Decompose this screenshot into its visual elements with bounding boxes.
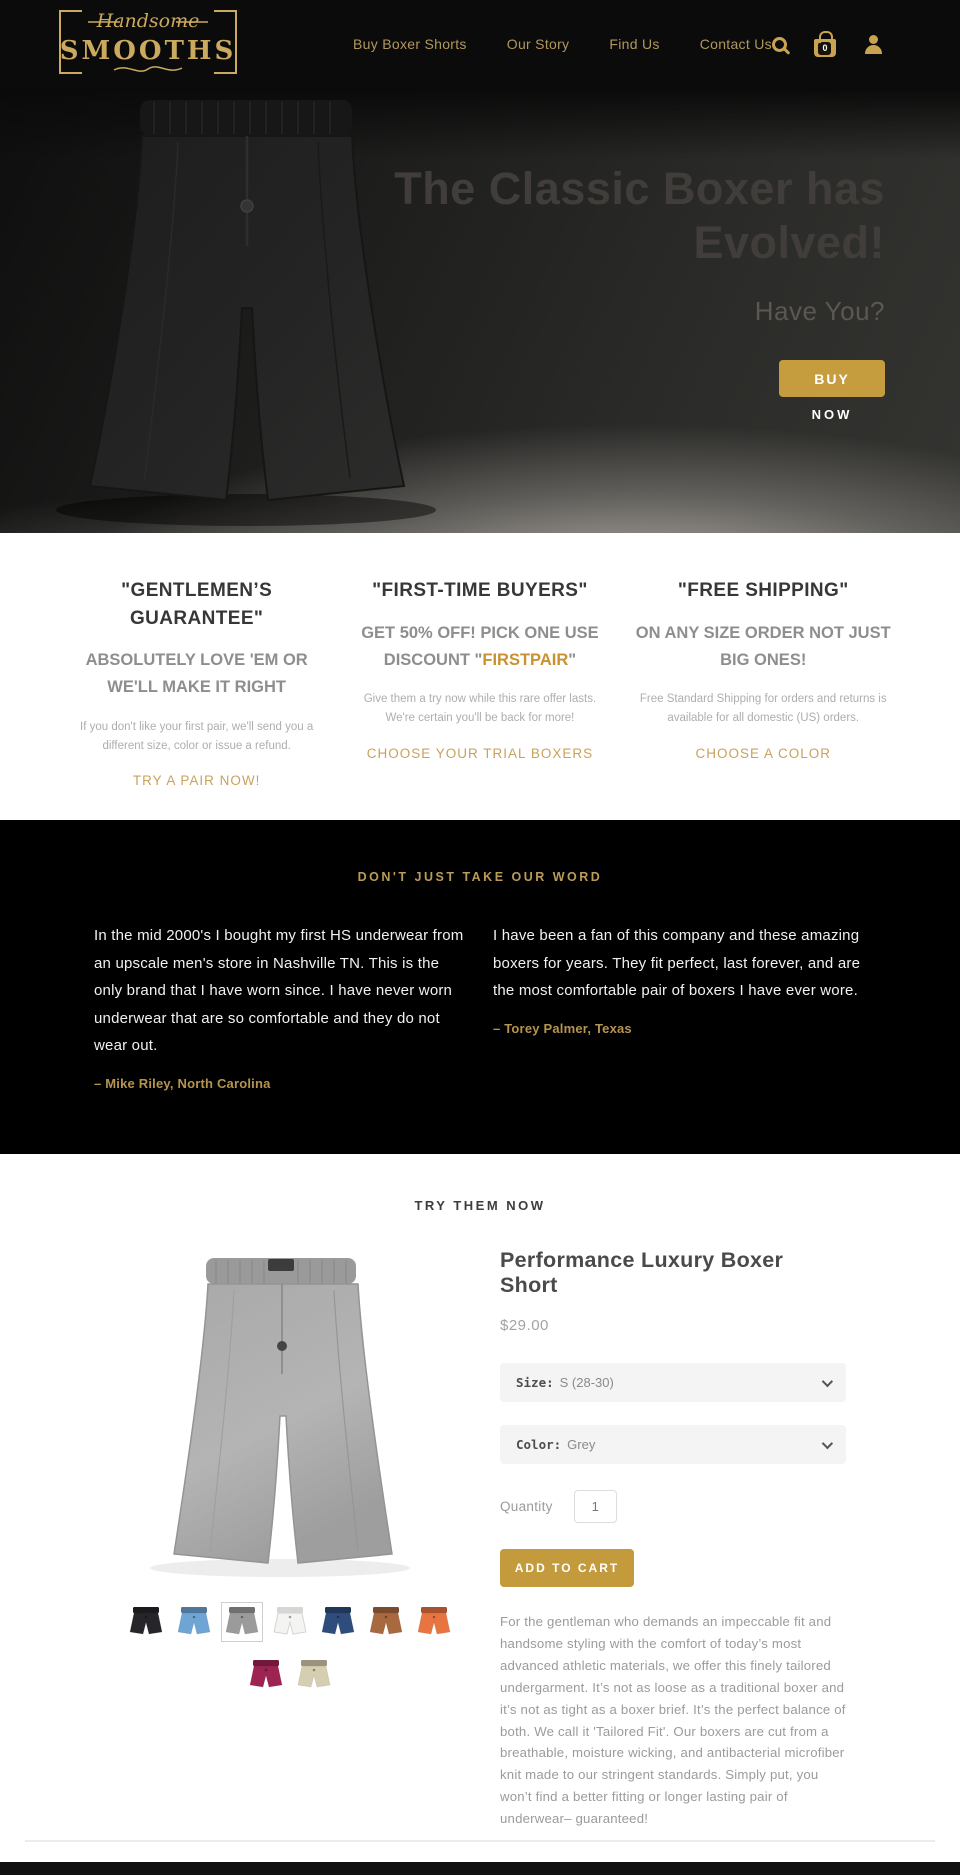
color-swatch[interactable]: [317, 1602, 359, 1642]
feature-first-time: [338, 577, 621, 820]
header-icons: [772, 31, 883, 57]
color-swatch[interactable]: [221, 1602, 263, 1642]
product-description: For the gentleman who demands an impeccable fit and handsome styling with the comfort of today’s most advanced athletic materials, we offer this finely tailored undergarment. It’s not as loose as a traditional boxer and it’s not as tight as a boxer brief. It’s the perfect balance of both. We call it 'Tailored Fit'. Our boxers are cut from a breathable, moisture wicking, and antibacterial microfiber knit made to our stringent standards. Simply put, you won’t find a better fitting or longer lasting pair of underwear– guaranteed!: [500, 1614, 846, 1827]
discount-code: FIRSTPAIR: [482, 650, 569, 669]
feature-subheading: [352, 620, 607, 674]
account-icon[interactable]: [863, 35, 883, 54]
features-section: [0, 533, 960, 820]
cart-icon[interactable]: [814, 39, 836, 57]
product-info: [500, 1248, 846, 1830]
testimonial-author: – Mike Riley, North Carolina: [94, 1075, 271, 1091]
choose-trial-boxers-link[interactable]: CHOOSE YOUR TRIAL BOXERS: [366, 745, 594, 761]
nav-find-us[interactable]: Find Us: [609, 36, 660, 52]
discount-text-end: ": [568, 650, 577, 669]
nav-contact-us[interactable]: Contact Us: [699, 36, 772, 52]
color-swatch[interactable]: [125, 1602, 167, 1642]
footer-strip: [0, 1862, 960, 1875]
logo-flourish: [114, 66, 182, 70]
product-section-title: TRY THEM NOW: [414, 1198, 546, 1213]
product-section: [0, 1154, 960, 1840]
cart-count-badge: 0: [818, 42, 831, 55]
quantity-row: [500, 1490, 846, 1523]
hero-content: [365, 162, 885, 422]
try-a-pair-link[interactable]: TRY A PAIR NOW!: [132, 773, 261, 789]
brand-logo-art: [48, 5, 248, 79]
header: [0, 0, 960, 88]
brand-script-text: Handsome: [96, 9, 200, 32]
color-label: Color:: [516, 1437, 562, 1452]
color-swatch[interactable]: [293, 1655, 335, 1695]
feature-body: Free Standard Shipping for orders and returns is available for all domestic (US) orders.: [639, 692, 887, 724]
feature-body: Give them a try now while this rare offer lasts. We're certain you'll be back for more!: [363, 692, 597, 724]
search-icon[interactable]: [772, 37, 787, 52]
size-select[interactable]: [500, 1363, 846, 1402]
color-swatch[interactable]: [269, 1602, 311, 1642]
feature-body: If you don't like your first pair, we'll send you a different size, color or issue a refund.: [80, 720, 314, 752]
color-swatch[interactable]: [245, 1655, 287, 1695]
nav-our-story[interactable]: Our Story: [506, 36, 570, 52]
buy-now-cta[interactable]: [779, 360, 885, 422]
footer-gap: [0, 1842, 960, 1862]
testimonial-quote: I have been a fan of this company and these amazing boxers for years. They fit perfect, last forever, and are the most comfortable pair of boxers I have ever wore.: [493, 927, 861, 1000]
chevron-down-icon: [822, 1375, 833, 1386]
add-to-cart-button[interactable]: ADD TO CART: [500, 1549, 634, 1587]
buy-now-label[interactable]: NOW: [811, 407, 853, 422]
color-select[interactable]: [500, 1425, 846, 1464]
brand-logo[interactable]: [48, 5, 248, 84]
feature-heading: "FIRST-TIME BUYERS": [372, 580, 588, 601]
buy-button[interactable]: BUY: [779, 360, 885, 397]
feature-heading: "GENTLEMEN’S GUARANTEE": [121, 580, 273, 629]
discount-text: GET 50% OFF! PICK ONE USE DISCOUNT ": [361, 623, 599, 669]
color-swatch[interactable]: [173, 1602, 215, 1642]
quantity-input[interactable]: [574, 1490, 617, 1523]
product-price: $29.00: [500, 1317, 549, 1334]
hero-section: [0, 88, 960, 533]
testimonial-author: – Torey Palmer, Texas: [493, 1020, 632, 1036]
testimonial-quote: In the mid 2000's I bought my first HS underwear from an upscale men's store in Nashville TN. This is the only brand that I have worn since. I have never worn underwear that are so comfortable and they do not wear out.: [94, 927, 464, 1055]
feature-free-shipping: [622, 577, 905, 820]
testimonial-2: [493, 922, 866, 1091]
color-swatches: [122, 1602, 458, 1695]
brand-name-text: SMOOTHS: [59, 35, 237, 66]
color-swatch[interactable]: [413, 1602, 455, 1642]
testimonials-section: [0, 820, 960, 1154]
hero-title: The Classic Boxer has Evolved!: [394, 163, 885, 268]
feature-subheading: ON ANY SIZE ORDER NOT JUST BIG ONES!: [635, 623, 891, 669]
product-title: Performance Luxury Boxer Short: [500, 1248, 784, 1297]
size-value: S (28-30): [559, 1375, 614, 1390]
size-label: Size:: [516, 1375, 554, 1390]
chevron-down-icon: [822, 1437, 833, 1448]
choose-a-color-link[interactable]: CHOOSE A COLOR: [695, 745, 832, 761]
main-nav: [353, 36, 772, 52]
feature-guarantee: [55, 577, 338, 820]
product-photo[interactable]: [130, 1246, 432, 1582]
feature-subheading: ABSOLUTELY LOVE 'EM OR WE'LL MAKE IT RIGHT: [85, 651, 308, 697]
testimonials-title: DON'T JUST TAKE OUR WORD: [357, 870, 603, 884]
feature-heading: "FREE SHIPPING": [677, 580, 849, 601]
testimonial-1: [94, 922, 467, 1091]
quantity-label: Quantity: [500, 1499, 553, 1514]
hero-subtitle: Have You?: [754, 296, 885, 326]
nav-buy-boxer-shorts[interactable]: Buy Boxer Shorts: [353, 36, 467, 52]
color-swatch[interactable]: [365, 1602, 407, 1642]
color-value: Grey: [567, 1437, 596, 1452]
